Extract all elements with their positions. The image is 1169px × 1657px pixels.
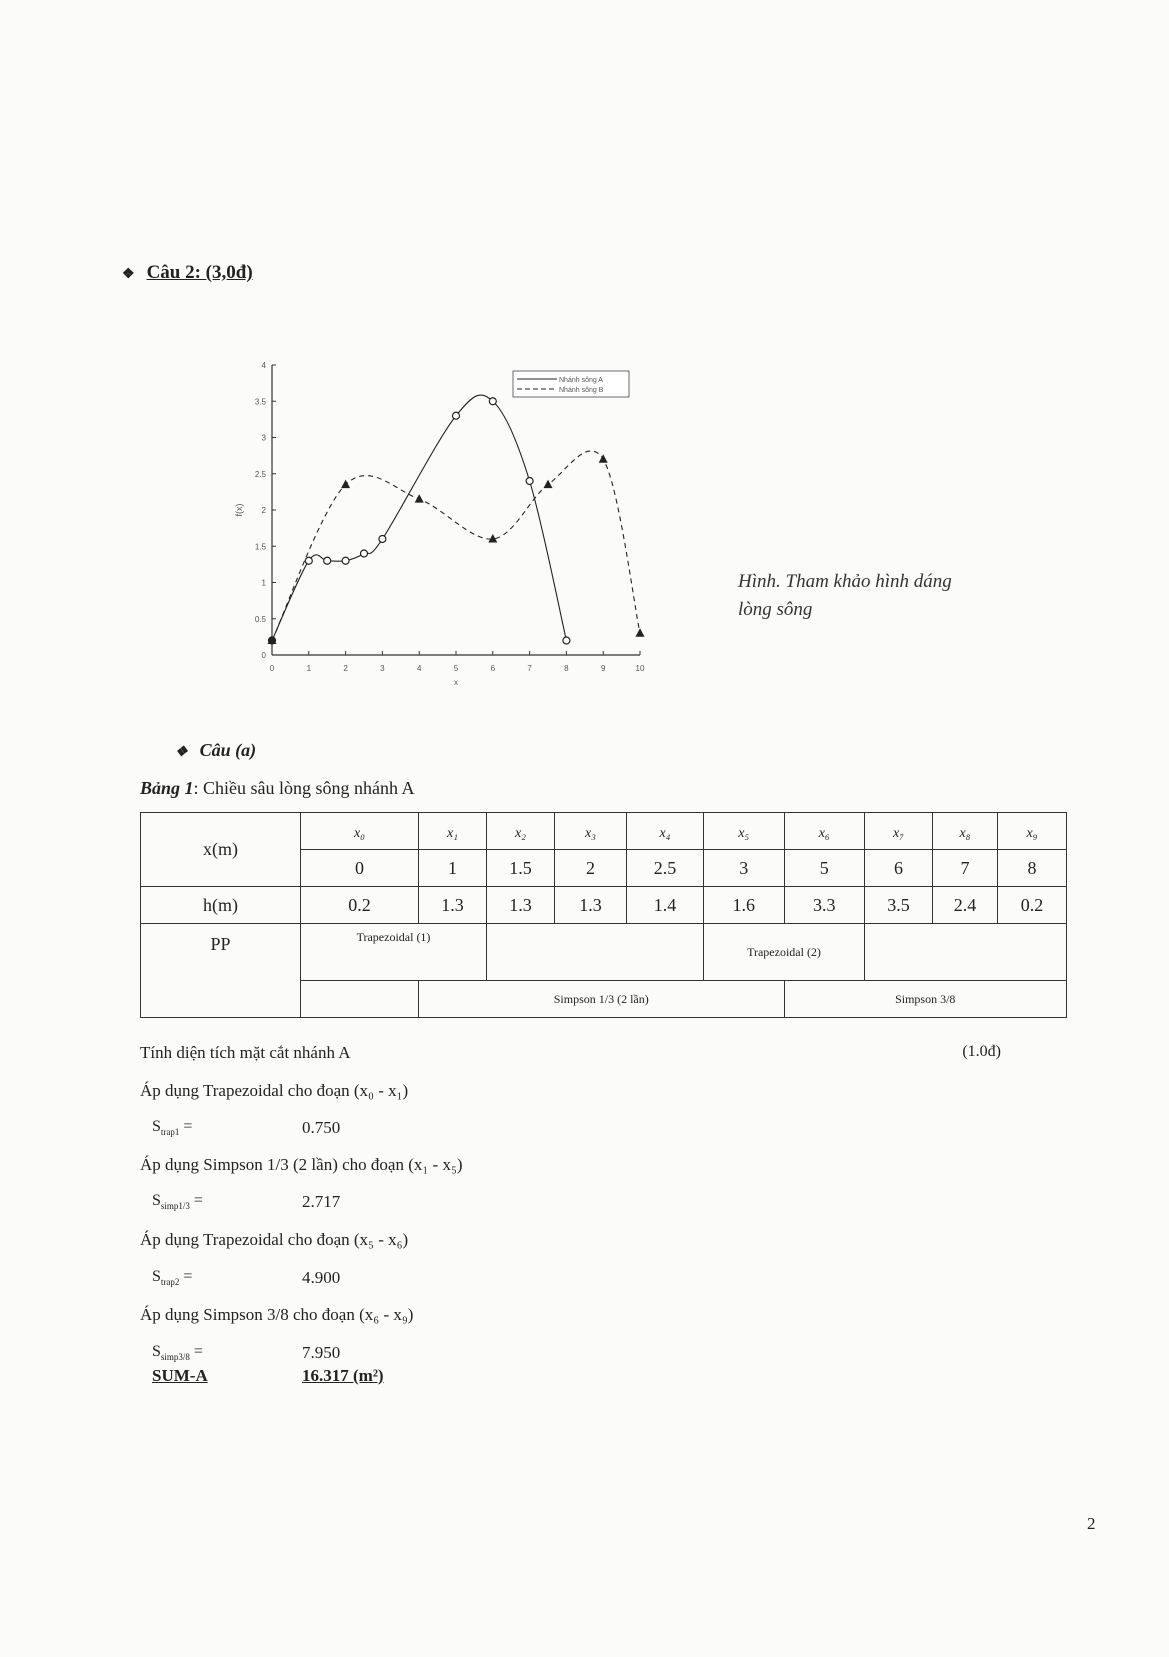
table-caption-prefix: Bảng 1 (140, 778, 194, 798)
y-tick-label: 1 (261, 578, 266, 588)
subquestion-heading (175, 740, 256, 761)
x-name: x₄ (627, 813, 704, 850)
x-tick-label: 1 (306, 664, 312, 673)
x-label: x(m) (141, 813, 301, 887)
depth-table (140, 812, 1067, 1018)
sum-value: 16.317 (m²) (302, 1366, 384, 1385)
h-value: 0.2 (301, 887, 419, 924)
data-point-a (379, 536, 386, 543)
x-tick-label: 4 (416, 664, 422, 673)
data-point-a (361, 550, 368, 557)
s-simp13-value: 2.717 (302, 1192, 341, 1211)
x-value: 6 (865, 850, 933, 887)
table-row (141, 887, 1067, 924)
x-axis-label: x (454, 678, 458, 687)
data-point-a (526, 478, 533, 485)
sum-label: SUM-A (152, 1366, 208, 1385)
y-tick-label: 2 (261, 506, 266, 515)
y-axis-label: f(x) (234, 503, 244, 517)
data-point-b (544, 480, 553, 489)
x-name: x₉ (998, 813, 1067, 850)
s-trap2-label: $S_{trap2}$ = (152, 1268, 193, 1288)
bullet-icon: ❖ (175, 745, 188, 760)
data-point-a (453, 412, 460, 419)
table-caption-text: : Chiều sâu lòng sông nhánh A (193, 778, 415, 798)
legend-label: Nhánh sông A (559, 377, 603, 384)
data-point-a (563, 637, 570, 644)
h-value: 2.4 (933, 887, 998, 924)
x-value: 7 (933, 850, 998, 887)
y-tick-label: 0.5 (254, 614, 266, 624)
data-point-a (305, 557, 312, 564)
s-simp38-value: 7.950 (302, 1343, 341, 1362)
calc-title: Tính diện tích mặt cắt nhánh A (140, 1043, 351, 1062)
h-value: 1.3 (555, 887, 627, 924)
h-value: 1.6 (704, 887, 785, 924)
page-number: 2 (1087, 1514, 1096, 1533)
empty-cell (865, 924, 1067, 981)
y-tick-label: 1.5 (254, 542, 266, 552)
h-label: h(m) (141, 887, 301, 924)
simpson-13-cell: Simpson 1/3 (2 lần) (419, 981, 785, 1018)
x-name: x₁ (419, 813, 487, 850)
x-name: x₆ (784, 813, 865, 850)
s-simp38-label: $S_{simp3/8}$ = (152, 1343, 203, 1363)
table-row (141, 813, 1067, 850)
x-value: 2 (555, 850, 627, 887)
x-name: x₂ (487, 813, 555, 850)
x-value: 0 (301, 850, 419, 887)
s-trap2-value: 4.900 (302, 1268, 341, 1287)
x-tick-label: 5 (453, 664, 459, 673)
x-tick-label: 3 (380, 664, 385, 673)
step-3-text: Áp dụng Trapezoidal cho đoạn (x₅ - x₆) (140, 1230, 409, 1249)
x-value: 3 (704, 850, 785, 887)
x-tick-label: 10 (635, 664, 645, 673)
simpson-38-cell: Simpson 3/8 (784, 981, 1067, 1018)
x-tick-label: 9 (600, 664, 606, 673)
h-value: 1.3 (487, 887, 555, 924)
data-point-b (636, 628, 645, 637)
data-point-a (324, 557, 331, 564)
x-value: 1 (419, 850, 487, 887)
x-name: x₈ (933, 813, 998, 850)
x-name: x₃ (555, 813, 627, 850)
x-tick-label: 7 (527, 664, 532, 673)
step-1-text: Áp dụng Trapezoidal cho đoạn (x₀ - x₁) (140, 1081, 409, 1100)
s-trap1-value: 0.750 (302, 1118, 341, 1137)
h-value: 1.3 (419, 887, 487, 924)
h-value: 1.4 (627, 887, 704, 924)
empty-cell (487, 924, 704, 981)
y-tick-label: 4 (261, 361, 266, 370)
x-name: x₀ (301, 813, 419, 850)
h-value: 3.3 (784, 887, 865, 924)
data-point-b (341, 480, 350, 489)
x-name: x₅ (704, 813, 785, 850)
x-tick-label: 8 (564, 664, 569, 673)
s-trap1-label: $S_{trap1}$ = (152, 1118, 193, 1138)
s-simp13-label: $S_{simp1/3}$ = (152, 1192, 203, 1212)
table-caption (140, 778, 415, 799)
series-line-b (272, 451, 640, 641)
table-row (141, 924, 1067, 981)
h-value: 0.2 (998, 887, 1067, 924)
step-2-text: Áp dụng Simpson 1/3 (2 lần) cho đoạn (x₁ - x₅) (140, 1155, 463, 1174)
y-tick-label: 2.5 (254, 469, 266, 479)
x-value: 2.5 (627, 850, 704, 887)
trapezoidal-1-cell: Trapezoidal (1) (301, 924, 487, 981)
x-name: x₇ (865, 813, 933, 850)
y-tick-label: 3 (261, 433, 266, 443)
question-heading (122, 262, 253, 284)
data-point-a (489, 398, 496, 405)
y-tick-label: 3.5 (254, 397, 266, 407)
x-tick-label: 6 (490, 664, 496, 673)
data-point-b (415, 494, 424, 503)
x-value: 8 (998, 850, 1067, 887)
y-tick-label: 0 (261, 651, 266, 660)
river-depth-chart (225, 345, 685, 725)
x-tick-label: 2 (343, 664, 348, 673)
data-point-b (599, 454, 608, 463)
step-4-text: Áp dụng Simpson 3/8 cho đoạn (x₆ - x₉) (140, 1305, 414, 1324)
question-title: Câu 2: (3,0đ) (146, 262, 253, 283)
h-value: 3.5 (865, 887, 933, 924)
series-line-a (272, 395, 566, 640)
figure-caption: Hình. Tham khảo hình dáng lòng sông (738, 571, 952, 620)
points-label: (1.0đ) (962, 1043, 1001, 1060)
data-point-a (342, 557, 349, 564)
x-tick-label: 0 (269, 664, 275, 673)
legend-label: Nhánh sông B (559, 387, 604, 394)
x-value: 1.5 (487, 850, 555, 887)
pp-label: PP (141, 924, 301, 1018)
subquestion-title: Câu (a) (199, 740, 257, 760)
x-value: 5 (784, 850, 865, 887)
bullet-icon: ❖ (122, 267, 135, 282)
empty-cell (301, 981, 419, 1018)
trapezoidal-2-cell: Trapezoidal (2) (704, 924, 865, 981)
